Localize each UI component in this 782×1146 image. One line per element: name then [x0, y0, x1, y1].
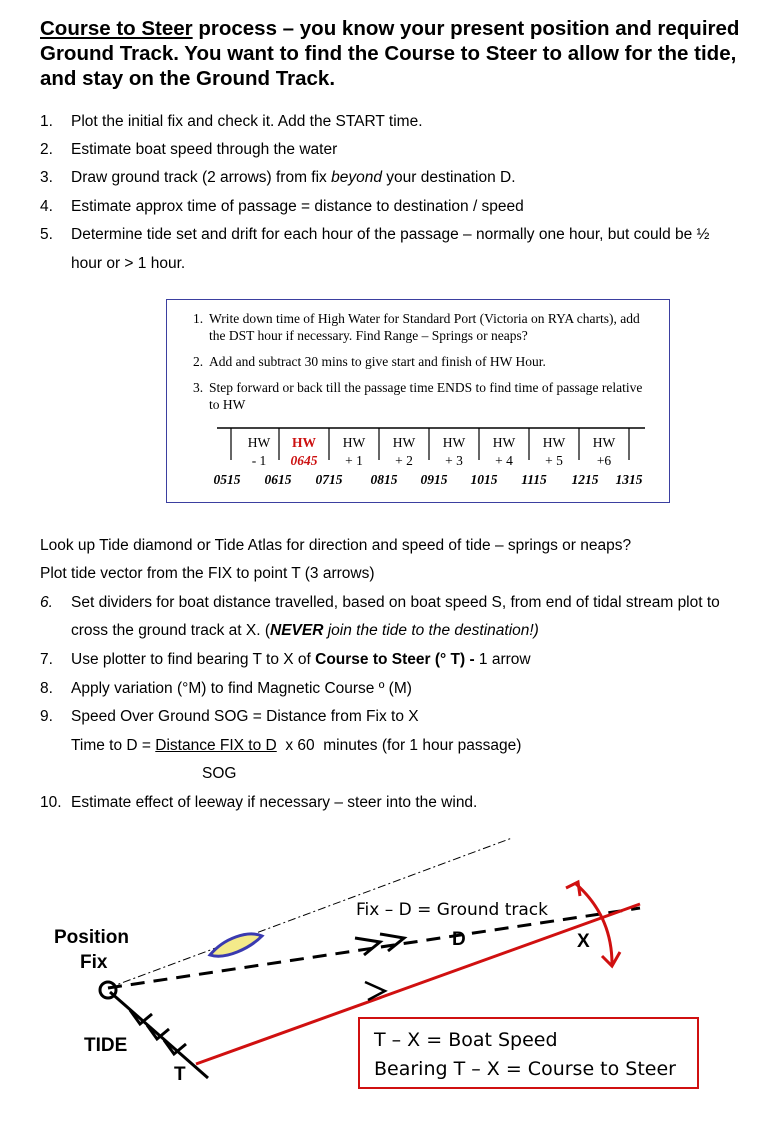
- time-to-d-pre: Time to D =: [71, 737, 156, 754]
- ground-track-arrow-1: [355, 938, 380, 955]
- step-text: Determine tide set and drift for each hour of the passage – normally one hour, but could be ½: [71, 226, 710, 243]
- step-number: 8.: [40, 680, 53, 697]
- tide-arrow-1: [130, 1010, 152, 1024]
- box-item-text: Write down time of High Water for Standard Port (Victoria on RYA charts), add the DST hour if necessary. Find Range – Springs or neaps?: [209, 311, 640, 343]
- d-point-label: D: [452, 929, 466, 950]
- ground-track-label: Fix – D = Ground track: [356, 900, 548, 920]
- title-rest: process – you know your present position and required Ground Track. You want to find the Course to Steer to allow for the tide, and stay on the Ground Track.: [40, 17, 740, 90]
- hw-time: 0515: [213, 472, 241, 487]
- hw-time: 0715: [315, 472, 343, 487]
- x-point-label: X: [577, 931, 590, 952]
- hw-offset: + 5: [545, 453, 563, 468]
- t-point-label: T: [174, 1064, 186, 1085]
- hw-time: 0815: [370, 472, 398, 487]
- hw-time: 0615: [264, 472, 292, 487]
- hw-offset: + 1: [345, 453, 363, 468]
- tide-label: TIDE: [84, 1035, 128, 1056]
- step-number: 3.: [40, 169, 53, 186]
- step-number: 6.: [40, 594, 53, 611]
- step-number: 9.: [40, 708, 53, 725]
- tide-vector-line: Plot tide vector from the FIX to point T (3 arrows): [40, 565, 375, 582]
- hw-label: HW: [342, 435, 366, 450]
- hw-label: HW: [492, 435, 516, 450]
- step-text: Estimate effect of leeway if necessary – steer into the wind.: [71, 794, 478, 811]
- step-text: Set dividers for boat distance travelled, based on boat speed S, from end of tidal stream plot to: [71, 594, 720, 611]
- hw-time: 1215: [571, 472, 599, 487]
- step-6-never: NEVER: [270, 622, 324, 639]
- step-7-pre: Use plotter to find bearing T to X of: [71, 651, 316, 668]
- step-text-cont: hour or > 1 hour.: [71, 255, 186, 272]
- hw-offset: + 4: [495, 453, 513, 468]
- hw-label: HW: [442, 435, 466, 450]
- course-to-steer-line: Bearing T – X = Course to Steer: [374, 1058, 676, 1080]
- hw-label-highlight: HW: [291, 435, 316, 450]
- sog-denominator: SOG: [202, 765, 237, 782]
- ground-track-arrow-2: [380, 934, 404, 951]
- step-6-cont-pre: cross the ground track at X. (: [71, 622, 271, 639]
- tide-arrow-3: [164, 1040, 186, 1054]
- hw-time-highlight: 0645: [290, 453, 318, 468]
- boat-speed-line: T – X = Boat Speed: [374, 1029, 558, 1051]
- page-title: [40, 16, 770, 91]
- step-3-em: beyond: [331, 169, 382, 186]
- hw-offset: + 3: [445, 453, 463, 468]
- step-7-post: 1 arrow: [474, 651, 531, 668]
- step-text: Estimate approx time of passage = distance to destination / speed: [71, 198, 524, 215]
- step-text-cont: [71, 621, 771, 641]
- hw-time: 1015: [470, 472, 498, 487]
- step-7-bold: Course to Steer (° T) -: [315, 651, 475, 668]
- tide-arrow-2: [147, 1025, 169, 1039]
- step-number: 4.: [40, 198, 53, 215]
- hw-time: 0915: [420, 472, 448, 487]
- position-fix-label: Position: [54, 927, 129, 948]
- hw-offset: + 2: [395, 453, 413, 468]
- step-3-pre: Draw ground track (2 arrows) from fix: [71, 169, 332, 186]
- hw-label: HW: [592, 435, 616, 450]
- hw-offset: - 1: [251, 453, 267, 468]
- title-course-to-steer: Course to Steer: [40, 17, 193, 40]
- diagram-drawing: [0, 820, 782, 1146]
- step-text: Apply variation (°M) to find Magnetic Course º (M): [71, 680, 412, 697]
- step-number: 2.: [40, 141, 53, 158]
- step-text: Speed Over Ground SOG = Distance from Fix to X: [71, 708, 419, 725]
- step-text: [71, 168, 771, 188]
- course-to-steer-diagram: [0, 820, 782, 1146]
- time-to-d-numerator: Distance FIX to D: [155, 737, 277, 754]
- step-text: Estimate boat speed through the water: [71, 141, 338, 158]
- box-item-text: Step forward or back till the passage time ENDS to find time of passage relative to HW: [209, 380, 643, 412]
- step-number: 5.: [40, 226, 53, 243]
- box-item-text: Add and subtract 30 mins to give start and finish of HW Hour.: [209, 354, 546, 369]
- step-number: 1.: [40, 113, 53, 130]
- hw-label: HW: [392, 435, 416, 450]
- step-number: 7.: [40, 651, 53, 668]
- time-to-d-post: x 60 minutes (for 1 hour passage): [276, 737, 522, 754]
- box-item-number: 3.: [193, 380, 204, 395]
- hw-time: 1115: [521, 472, 547, 487]
- time-to-d-text: [71, 736, 771, 756]
- step-text: [71, 650, 771, 670]
- hw-time: 1315: [615, 472, 643, 487]
- hw-instructions-box: [166, 299, 670, 503]
- position-fix-label-2: Fix: [80, 952, 108, 973]
- step-6-cont-post: join the tide to the destination!): [323, 622, 539, 639]
- boat-icon: [210, 934, 262, 956]
- divider-arc-top-arrow: [566, 882, 580, 896]
- hw-offset: +6: [596, 453, 612, 468]
- step-text: Plot the initial fix and check it. Add the START time.: [71, 113, 423, 130]
- hw-label: HW: [542, 435, 566, 450]
- boat-speed-box: [358, 1017, 699, 1089]
- hw-label: HW: [247, 435, 271, 450]
- step-number: 10.: [40, 794, 62, 811]
- step-3-post: your destination D.: [381, 169, 516, 186]
- box-item-number: 1.: [193, 311, 204, 326]
- box-item-number: 2.: [193, 354, 204, 369]
- tide-diamond-line: Look up Tide diamond or Tide Atlas for direction and speed of tide – springs or neaps?: [40, 537, 632, 554]
